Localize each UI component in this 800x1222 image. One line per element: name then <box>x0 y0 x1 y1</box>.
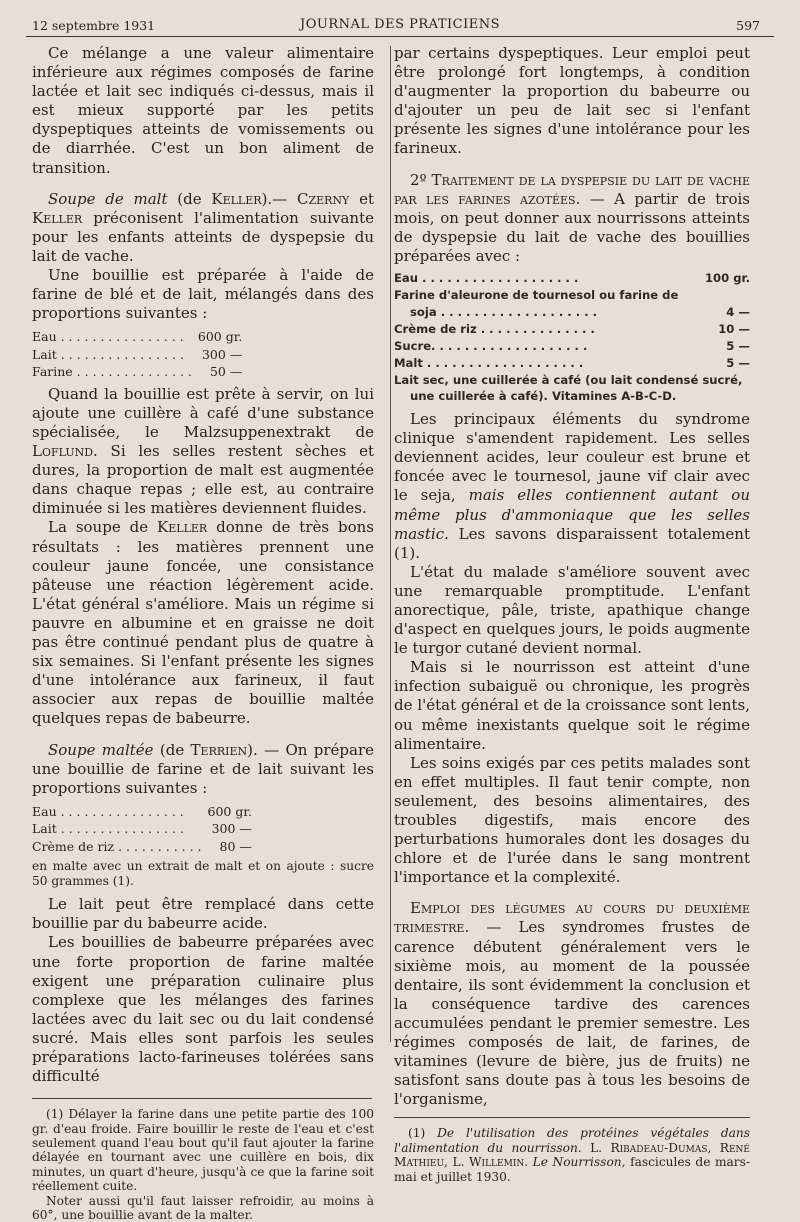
paragraph: Le lait peut être remplacé dans cette bouillie par du babeurre acide. <box>32 895 374 933</box>
section-title: Soupe de malt <box>48 189 168 208</box>
recipe-row: Crème de riz . . . . . . . . . . . 80 — <box>32 838 252 854</box>
left-column <box>32 44 374 1222</box>
recipe-row: Eau . . . . . . . . . . . . . . . . 600 gr. <box>32 803 252 819</box>
recipe-table-azotees <box>394 270 750 404</box>
paragraph: par certains dyspeptiques. Leur emploi peut être prolongé fort longtemps, à condition d'augmenter la proportion du babeurre ou d'ajouter un peu de lait sec si l'enfant présente les signes d'une intolérance pour les farineux. <box>394 44 750 158</box>
right-column <box>394 44 750 1184</box>
journal-name: Le Nourrisson, <box>532 1155 626 1170</box>
author-name: Czerny <box>296 189 350 208</box>
emphasis: mais elles contiennent autant ou même plus d'ammoniaque que les selles mastic. <box>394 486 750 543</box>
paragraph: Quand la bouillie est prête à servir, on lui ajoute une cuillère à café d'une substance spécialisée, le Malzsuppenextrakt de Loflund. Si les selles restent sèches et dures, la proportion de malt est augmentée dans chaque repas ; elle est, au contraire diminuée si les matières deviennent fluides. <box>32 384 374 518</box>
header-rule <box>26 36 774 37</box>
paragraph: La soupe de Keller donne de très bons résultats : les matières prennent une couleur jaune foncée, une consistance pâteuse une réaction légèrement acide. L'état général s'améliore. Mais un régime si pauvre en albumine et en graisse ne doit pas être continué pendant plus de quatre à six semaines. Si l'enfant présente les signes d'une intolérance aux farineux, il faut associer aux repas de bouillie maltée quelques repas de babeurre. <box>32 518 374 728</box>
author-name: Terrien <box>190 740 248 759</box>
footnote: Noter aussi qu'il faut laisser refroidir, au moins à 60°, une bouillie avant de la malter. <box>32 1193 374 1222</box>
page-number: 597 <box>736 18 760 33</box>
paragraph: Les principaux éléments du syndrome clinique s'amendent rapidement. Les selles deviennent acides, leur couleur est brune et foncée avec le tournesol, jaune vif clair avec le seja, mais elles contiennent autant ou même plus d'ammoniaque que les selles mastic. Les savons disparaissent totalement (1). <box>394 410 750 562</box>
recipe-row: soja . . . . . . . . . . . . . . . . . . . 4 — <box>410 305 750 320</box>
recipe-row: Eau . . . . . . . . . . . . . . . . . . . 100 gr. <box>394 271 750 286</box>
recipe-row: Eau . . . . . . . . . . . . . . . . 600 gr. <box>32 329 243 345</box>
citation-authors: L. Ribadeau-Dumas, René Mathieu, L. Willemin. <box>394 1140 750 1170</box>
paragraph: Une bouillie est préparée à l'aide de farine de blé et de lait, mélangés dans des proportions suivantes : <box>32 266 374 323</box>
footnotes <box>394 1126 750 1184</box>
recipe-row: Crème de riz . . . . . . . . . . . . . . 10 — <box>394 322 750 337</box>
recipe-row: Farine . . . . . . . . . . . . . . . 50 — <box>32 364 243 380</box>
paragraph: Mais si le nourrisson est atteint d'une infection subaiguë ou chronique, les progrès de l'état général et de la croissance sont lents, ou même inexistants quelque soit le régime alimentaire. <box>394 658 750 753</box>
recipe-table-terrien <box>32 803 252 856</box>
author-name: Loflund <box>32 442 94 461</box>
paragraph: Les soins exigés par ces petits malades sont en effet multiples. Il faut tenir compte, non seulement, des besoins alimentaires, des troubles digestifs, mais encore des perturbations humorales dont les dosages du chlore et de l'urée dans le sang montrent l'importance et la complexité. <box>394 753 750 887</box>
author-name: Keller <box>32 208 83 227</box>
section-heading: Emploi des légumes au cours du deuxième trimestre. <box>394 899 750 937</box>
recipe-row: Farine d'aleurone de tournesol ou farine de <box>394 288 679 303</box>
section-title: Soupe maltée <box>48 740 154 759</box>
recipe-row: Lait . . . . . . . . . . . . . . . . 300 — <box>32 821 252 837</box>
journal-title: JOURNAL DES PRATICIENS <box>300 17 500 32</box>
section-legumes: Emploi des légumes au cours du deuxième trimestre. — Les syndromes frustes de carence débutent généralement vers le sixième mois, au moment de la poussée dentaire, ils sont évidemment la conclusion et la conséquence tardive des carences accumulées pendant le premier semestre. Les régimes composés de lait, de farines, de vitamines (levure de bière, jus de fruits) ne satisfont sans doute pas à tous les besoins de l'organisme, <box>394 899 750 1109</box>
column-divider <box>390 46 391 1042</box>
section-soupe-maltee: Soupe maltée (de Terrien). — On prépare une bouillie de farine et de lait suivant les proportions suivantes : <box>32 740 374 797</box>
section-heading: 2º Traitement de la dyspepsie du lait de vache par les farines azotées. <box>394 170 750 208</box>
recipe-table-keller <box>32 328 242 381</box>
recipe-row: Sucre. . . . . . . . . . . . . . . . . . . 5 — <box>394 339 750 354</box>
footnote-rule <box>32 1098 372 1099</box>
paragraph: Ce mélange a une valeur alimentaire inférieure aux régimes composés de farine lactée et lait sec indiqués ci-dessus, mais il est mieux supporté par les petits dyspeptiques atteints de vomissements ou de diarrhée. C'est un bon aliment de transition. <box>32 44 374 177</box>
footnote: (1) Délayer la farine dans une petite partie des 100 gr. d'eau froide. Faire bouillir le reste de l'eau et c'est seulement quand l'eau bout qu'il faut ajouter la farine délayée en tournant avec une cuillère en bois, dix minutes, un quart d'heure, jusqu'à ce que la farine soit réellement cuite. <box>32 1107 374 1194</box>
author-name: Keller <box>157 518 208 537</box>
section-soupe-de-malt: Soupe de malt (de Keller).— Czerny et Keller préconisent l'alimentation suivante pour les enfants atteints de dyspepsie du lait de vache. <box>32 189 374 265</box>
recipe-note: en malte avec un extrait de malt et on ajoute : sucre 50 grammes (1). <box>32 859 374 889</box>
recipe-row: Lait . . . . . . . . . . . . . . . . 300 — <box>32 346 243 362</box>
footnote: (1) De l'utilisation des protéines végétales dans l'alimentation du nourrisson. L. Ribadeau-Dumas, René Mathieu, L. Willemin. Le Nourrisson, fascicules de mars-mai et juillet 1930. <box>394 1126 751 1184</box>
recipe-row: Malt . . . . . . . . . . . . . . . . . . . 5 — <box>394 356 750 371</box>
paragraph: Les bouillies de babeurre préparées avec une forte proportion de farine maltée exigent une préparation culinaire plus complexe que les mélanges des farines lactées avec du lait sec ou du lait condensé sucré. Mais elles sont parfois les seules préparations lacto-farineuses tolérées sans difficulté <box>32 933 374 1086</box>
section-farines-azotees: 2º Traitement de la dyspepsie du lait de vache par les farines azotées. — A partir de trois mois, on peut donner aux nourrissons atteints de dyspepsie du lait de vache des bouillies préparées avec : <box>394 170 750 265</box>
author-name: Keller <box>211 189 262 208</box>
page-header <box>26 16 774 36</box>
footnotes <box>32 1107 374 1222</box>
recipe-note: Lait sec, une cuillerée à café (ou lait condensé sucré, une cuillerée à café). Vitamines A-B-C-D. <box>394 373 743 404</box>
footnote-rule <box>394 1117 750 1118</box>
header-date: 12 septembre 1931 <box>32 18 156 33</box>
citation-title: De l'utilisation des protéines végétales dans l'alimentation du nourrisson. <box>394 1126 751 1155</box>
paragraph: L'état du malade s'améliore souvent avec une remarquable promptitude. L'enfant anorectique, pâle, triste, apathique change d'aspect en quelques jours, le poids augmente le turgor cutané devient normal. <box>394 562 750 658</box>
